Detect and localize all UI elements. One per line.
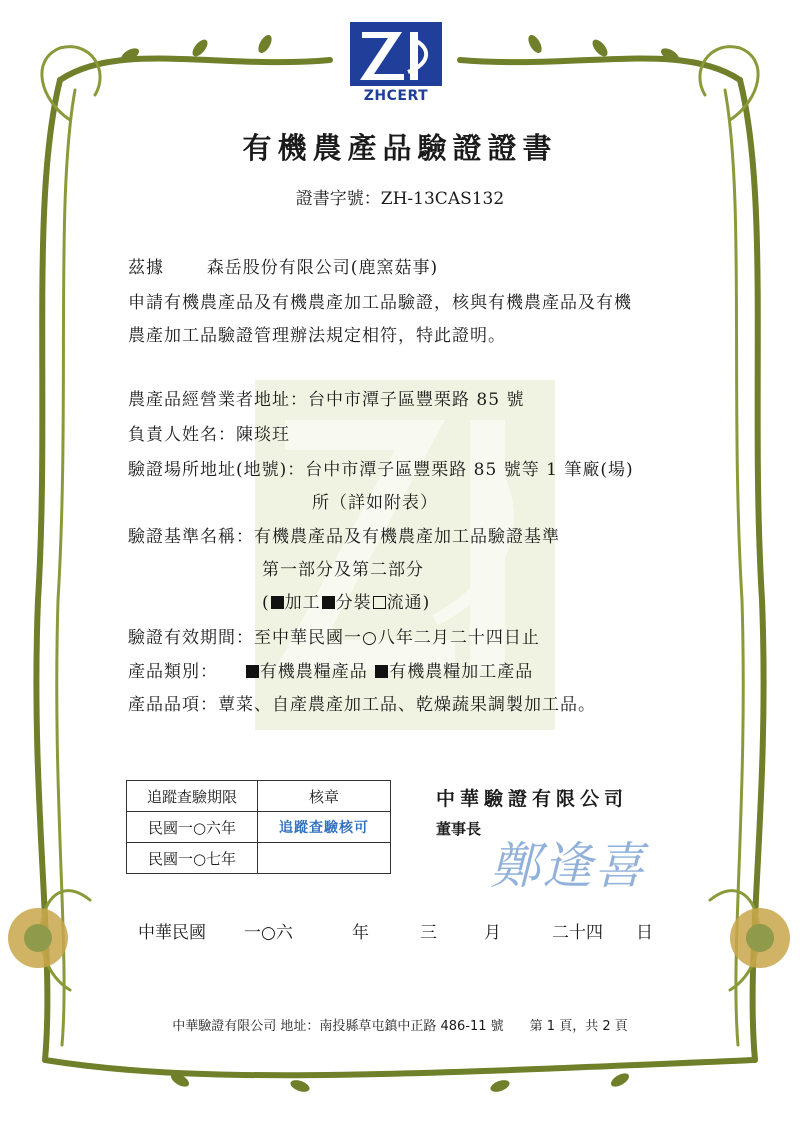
- checkbox-filled-icon: [246, 665, 259, 678]
- operator-address: 農產品經營業者地址：台中市潭子區豐栗路 85 號: [128, 390, 525, 410]
- statement-line-2: 申請有機農產品及有機農產加工品驗證，核與有機農產品及有機: [128, 293, 632, 313]
- standard-line-2: 第一部分及第二部分: [262, 560, 424, 580]
- validity-period: 驗證有效期間：至中華民國一○八年二月二十四日止: [128, 628, 540, 648]
- product-items: 產品品項：蕈菜、自產農產加工品、乾燥蔬果調製加工品。: [128, 695, 596, 715]
- product-category-2: 有機農糧加工產品: [389, 662, 534, 682]
- date-month: 三: [420, 923, 437, 943]
- date-year-unit: 年: [352, 923, 369, 943]
- product-category-line: [128, 657, 533, 682]
- table-cell-stamp: [258, 843, 391, 874]
- table-cell-period: 民國一○六年: [127, 812, 258, 843]
- statement-company: 森岳股份有限公司(鹿窯菇事): [206, 258, 439, 278]
- checkbox-filled-icon: [271, 596, 284, 609]
- date-era: 中華民國: [138, 923, 206, 943]
- checkbox-filled-icon: [322, 596, 335, 609]
- scope-open: (: [262, 593, 270, 613]
- certificate-number: 證書字號：ZH-13CAS132: [295, 189, 505, 209]
- issuer-company: 中華驗證有限公司: [436, 788, 629, 810]
- site-address-line-1: 驗證場所地址(地號)：台中市潭子區豐栗路 85 號等 1 筆廠(場): [128, 460, 634, 480]
- responsible-person: 負責人姓名：陳琰玨: [128, 425, 290, 445]
- scope-distribution: 流通): [386, 593, 431, 613]
- zhcert-logo-text: ZHCERT: [363, 88, 429, 104]
- scope-processing: 加工: [284, 593, 321, 613]
- zhcert-logo: [350, 22, 442, 106]
- checkbox-empty-icon: [373, 596, 386, 609]
- date-year: 一○六: [244, 923, 293, 943]
- product-category-label: 產品類別：: [128, 662, 218, 682]
- tracking-inspection-table: [126, 780, 391, 874]
- date-day-unit: 日: [636, 923, 653, 943]
- checkbox-filled-icon: [375, 665, 388, 678]
- standard-line-1: 驗證基準名稱：有機農產品及有機農產加工品驗證基準: [128, 527, 560, 547]
- zhcert-logo-mark: [350, 22, 442, 86]
- certificate-title: 有機農產品驗證證書: [242, 131, 558, 165]
- inspection-stamp: 追蹤查驗核可: [258, 812, 391, 843]
- table-row: [127, 812, 391, 843]
- table-header-stamp: 核章: [258, 781, 391, 812]
- footer-info: 中華驗證有限公司 地址：南投縣草屯鎮中正路 486-11 號 第 1 頁，共 2 頁: [172, 1019, 628, 1034]
- statement-line-3: 農產加工品驗證管理辦法規定相符，特此證明。: [128, 326, 506, 346]
- product-category-1: 有機農糧產品: [259, 662, 368, 682]
- table-header-row: [127, 781, 391, 812]
- issuer-title: 董事長: [436, 820, 482, 838]
- site-address-line-2: 所（詳如附表）: [312, 493, 438, 513]
- table-cell-period: 民國一○七年: [127, 843, 258, 874]
- date-month-unit: 月: [484, 923, 501, 943]
- scope-line: [262, 588, 430, 613]
- table-row: [127, 843, 391, 874]
- scope-packaging: 分裝: [335, 593, 372, 613]
- statement-lead: 茲據: [128, 258, 164, 278]
- table-header-period: 追蹤查驗期限: [127, 781, 258, 812]
- date-day: 二十四: [552, 923, 603, 943]
- handwritten-signature: 鄭逢喜: [490, 837, 646, 895]
- statement-lead-line: [128, 253, 438, 278]
